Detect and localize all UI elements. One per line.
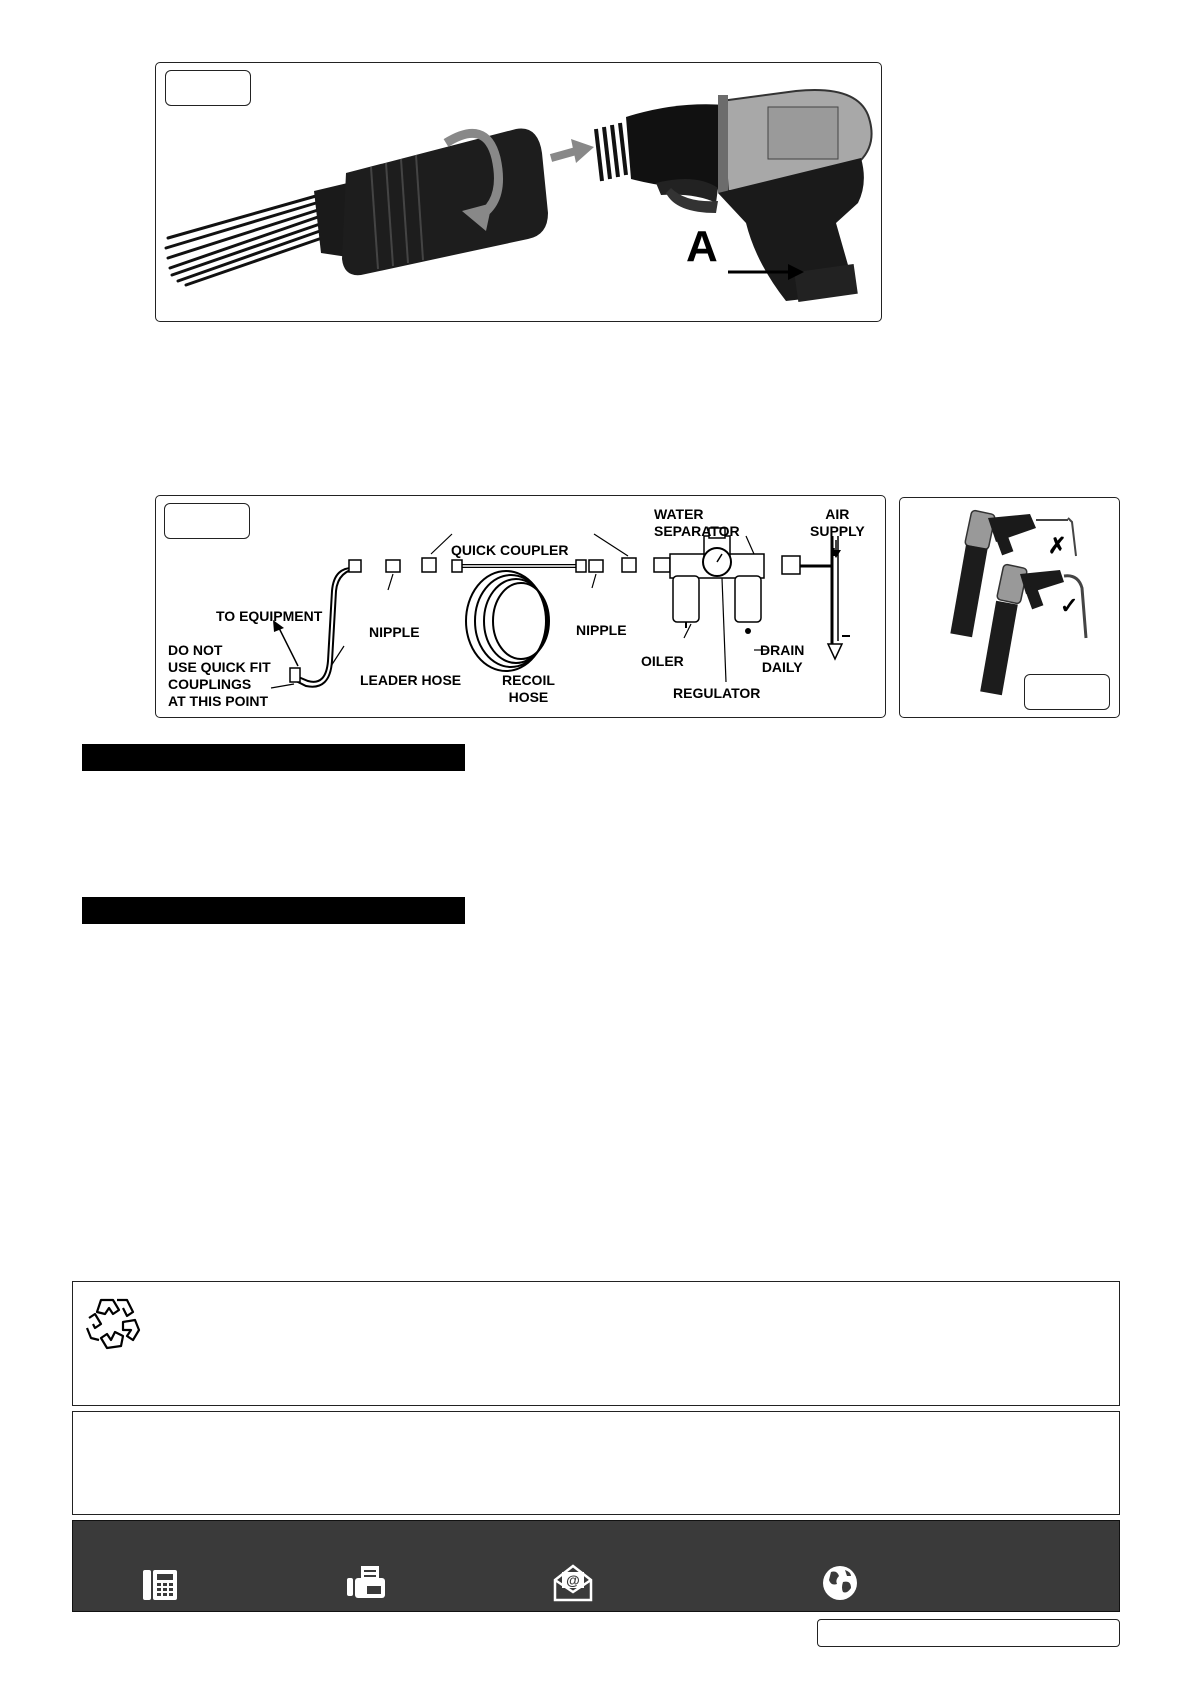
globe-icon bbox=[821, 1564, 859, 1602]
label-nipple-right: NIPPLE bbox=[576, 622, 627, 638]
email-icon bbox=[553, 1564, 593, 1602]
label-recoil-hose: RECOIL HOSE bbox=[502, 672, 555, 705]
environment-box bbox=[72, 1281, 1120, 1406]
label-do-not-use: DO NOT USE QUICK FIT COUPLINGS AT THIS POINT bbox=[168, 642, 271, 709]
label-air-supply: AIR SUPPLY bbox=[810, 506, 865, 539]
label-regulator: REGULATOR bbox=[673, 685, 761, 701]
correct-mark: ✓ bbox=[1060, 593, 1079, 618]
figure-4-tag bbox=[1024, 674, 1110, 710]
label-oiler: OILER bbox=[641, 653, 684, 669]
label-water-separator: WATER SEPARATOR bbox=[654, 506, 740, 539]
figure-2-panel bbox=[155, 62, 882, 322]
label-to-equipment: TO EQUIPMENT bbox=[216, 608, 323, 624]
figure-3-panel bbox=[155, 495, 886, 718]
fax-icon bbox=[345, 1564, 387, 1602]
section-header-bar-2 bbox=[82, 897, 465, 924]
callout-a-label: A bbox=[686, 222, 718, 271]
label-nipple-left: NIPPLE bbox=[369, 624, 420, 640]
section-header-bar-1 bbox=[82, 744, 465, 771]
label-drain-daily: DRAIN DAILY bbox=[760, 642, 805, 675]
label-leader-hose: LEADER HOSE bbox=[360, 672, 462, 688]
note-box bbox=[72, 1411, 1120, 1515]
phone-icon bbox=[141, 1566, 179, 1602]
label-quick-coupler: QUICK COUPLER bbox=[451, 542, 569, 558]
svg-text:@: @ bbox=[566, 1572, 580, 1588]
incorrect-mark: ✗ bbox=[1048, 533, 1067, 558]
callout-a-arrow bbox=[156, 63, 881, 321]
document-code-box bbox=[817, 1619, 1120, 1647]
figure-4-panel bbox=[899, 497, 1120, 718]
recycle-icon bbox=[83, 1294, 141, 1354]
footer-contact-bar bbox=[72, 1520, 1120, 1612]
